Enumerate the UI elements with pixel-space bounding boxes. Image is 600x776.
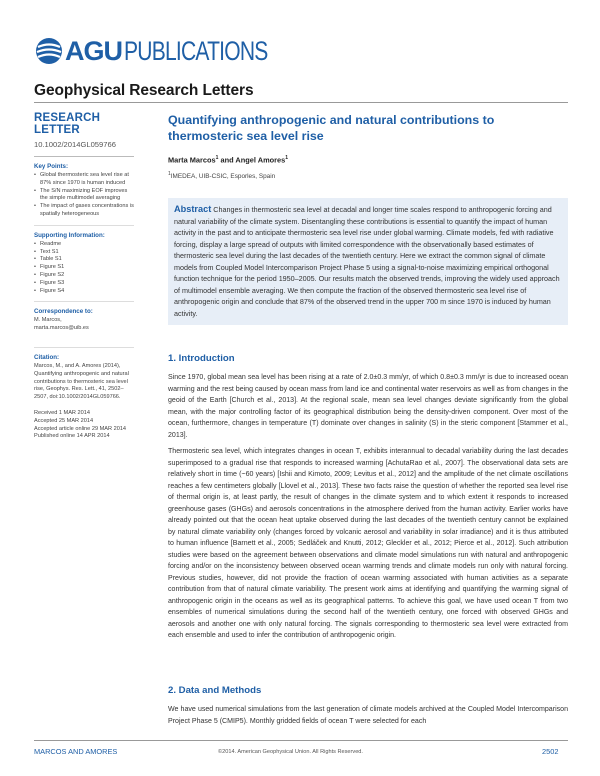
abstract-text: Changes in thermosteric sea level at decadal and longer time scales respond to anthropogenic forcing and natural variability of the climate system. Disentangling these contributions is essential to quantify the impact of human activity in the past and to anticipate thermosteric sea level rise under global warming. Climate models, fed with radiative forcing, display a large spread of outputs with limited correspondence with the observationally based estimates of thermosteric sea level during the last decades of the twentieth century. Here we extract the common signal of climate models from Coupled Model Intercomparison Project Phase 5 using a signal-to-noise maximizing empirical orthogonal function technique for the period 1950–2005. Our results match the observed trends, improving the widely used approach of multimodel ensemble averaging. We then compute the fraction of the observed thermosteric sea level rise of anthropogenic origin and conclude that 87% of the observed trend in the upper 700 m since 1970 is induced by human activity. [174, 205, 560, 318]
sidebar-divider [34, 347, 134, 348]
supporting-item[interactable]: • Text S1 [34, 249, 134, 257]
sidebar-divider [34, 301, 134, 302]
supporting-item[interactable]: • Figure S3 [34, 280, 134, 288]
article-title: Quantifying anthropogenic and natural contributions to thermosteric sea level rise [168, 113, 495, 143]
correspondence-email[interactable]: marta.marcos@uib.es [34, 325, 89, 332]
section-1-paragraph: Since 1970, global mean sea level has been rising at a rate of 2.0±0.3 mm/yr, of which 0.8±0.3 mm/yr is due to increased ocean warming and the rest being caused by ocean mass from land ice and continental water reservoirs as well as from changes in the geoid of the Earth [Church et al., 2013]. At the regional scale, mean sea level changes deviate significantly from the global mean, with the major controlling factor of its geographical distribution being the density-driven component. Over most of the ocean, furthermore, changes in temperature (T) dominate over changes in salinity (S) in the steric component [Stammer et al., 2013]. [168, 374, 568, 439]
supporting-item[interactable]: • Figure S4 [34, 288, 134, 296]
section-2-title: 2. Data and Methods [168, 685, 262, 696]
journal-title: Geophysical Research Letters [34, 82, 254, 99]
abstract [168, 198, 568, 325]
key-point: • The S/N maximizing EOF improves the simple multimodel averaging [34, 188, 134, 204]
agu-globe-icon [34, 36, 64, 66]
logo-publications-text: PUBLICATIONS [124, 35, 268, 66]
citation-heading: Citation: [34, 353, 60, 361]
date-published: Published online 14 APR 2014 [34, 433, 110, 440]
sidebar-divider [34, 225, 134, 226]
author-1: Marta Marcos [168, 155, 216, 165]
affiliation [168, 171, 568, 180]
sidebar-rule [34, 156, 134, 157]
date-accepted-online: Accepted article online 29 MAR 2014 [34, 425, 127, 432]
section-1-paragraph: Thermosteric sea level, which integrates changes in ocean T, exhibits interannual to decadal variability during the last decades superimposed to a gradual rise that responds to increased warming [AchutaRao et al., 2007]. The observational data sets are relatively short in time (~60 years) [Ishii and Kimoto, 2009; Levitus et al., 2012] and the amplitude of the net climate oscillations reaches a few centimeters globally [Llovel et al., 2013]. These two facts raise the question of whether the reported sea level rise of thermal origin is, at least partly, the result of changes in the climate system and to which extent it responds to increased greenhouse gases (GHGs) and aerosols concentrations in the atmosphere derived from the human activity. Earlier works have already pointed out that the ocean heat uptake observed during the last decades of the twentieth century cannot be explained by natural climate variability only (changes forced by volcanic aerosol and variability in solar irradiance) and it is thus attributed to human influence [Barnett et al., 2005; Sedláček and Knutti, 2012; Gleckler et al., 2012; Pierce et al., 2012]. Such attribution studies were based on the agreement between observations and climate model simulations run with natural and anthropogenic forcing and/or on the inconsistency between observed ocean warming trends and climate models run only with natural forcing. Previous studies, however, did not provide the fraction of ocean warming associated with human activities as a separate contribution from that of natural climate variability. The present work aims at identifying and quantifying the warming signal of anthropogenic origin in the oceans as well as its geographical patterns. To achieve this goal, we have used ocean T from two ensembles of numerical simulations during the second half of the twentieth century, one forced with observed GHGs and aerosols and another one with only natural forcing. The signals corresponding to thermosteric sea level were extracted from each ensemble and used to infer the contribution of anthropogenic origin. [168, 448, 568, 639]
date-accepted: Accepted 25 MAR 2014 [34, 417, 94, 424]
article-type: RESEARCH LETTER [34, 112, 101, 136]
agu-logo [34, 36, 308, 66]
key-point: • The impact of gases concentrations is spatially heterogeneous [34, 203, 134, 219]
key-points-list [34, 172, 134, 219]
supporting-item[interactable]: • Figure S2 [34, 272, 134, 280]
article-header [168, 112, 568, 181]
footer-copyright: ©2014. American Geophysical Union. All Rights Reserved. [218, 749, 363, 755]
date-received: Received 1 MAR 2014 [34, 409, 90, 416]
section-introduction [168, 353, 568, 642]
supporting-item[interactable]: • Readme [34, 241, 134, 249]
correspondence-heading: Correspondence to: [34, 308, 93, 316]
section-2-paragraph: We have used numerical simulations from the last generation of climate models archived at the Coupled Model Intercomparison Project Phase 5 (CMIP5). Monthly gridded fields of ocean T were selected for each [168, 706, 568, 725]
key-points-heading: Key Points: [34, 163, 69, 170]
citation-text: Marcos, M., and A. Amores (2014), Quantifying anthropogenic and natural contributions to thermosteric sea level rise, Geophys. Res. Lett., 41, 2502–2507, doi:10.1002/2014GL059766. [34, 362, 129, 401]
section-1-title: 1. Introduction [168, 353, 235, 364]
sidebar [34, 112, 134, 441]
doi[interactable]: 10.1002/2014GL059766 [34, 140, 116, 149]
footer-authors: MARCOS AND AMORES [34, 747, 118, 756]
header-rule [34, 102, 568, 103]
section-data-methods [168, 685, 568, 727]
supporting-list [34, 241, 134, 296]
footer-rule [34, 740, 568, 741]
author-2-affil: 1 [285, 155, 289, 161]
correspondence-name: M. Marcos, [34, 317, 62, 324]
supporting-heading: Supporting Information: [34, 231, 105, 239]
logo-agu-text: AGU [65, 35, 122, 66]
article-authors [168, 155, 568, 164]
supporting-item[interactable]: • Table S1 [34, 256, 134, 264]
supporting-item[interactable]: • Figure S1 [34, 264, 134, 272]
page-number: 2502 [542, 747, 559, 756]
affiliation-text: IMEDEA, UIB-CSIC, Esporles, Spain [170, 173, 276, 181]
affiliation-marker: 1 [168, 171, 171, 178]
author-1-affil: 1 [215, 155, 219, 161]
author-2: and Angel Amores [220, 155, 286, 165]
abstract-label: Abstract [174, 204, 212, 214]
key-point: • Global thermosteric sea level rise at 87% since 1970 is human induced [34, 172, 134, 188]
